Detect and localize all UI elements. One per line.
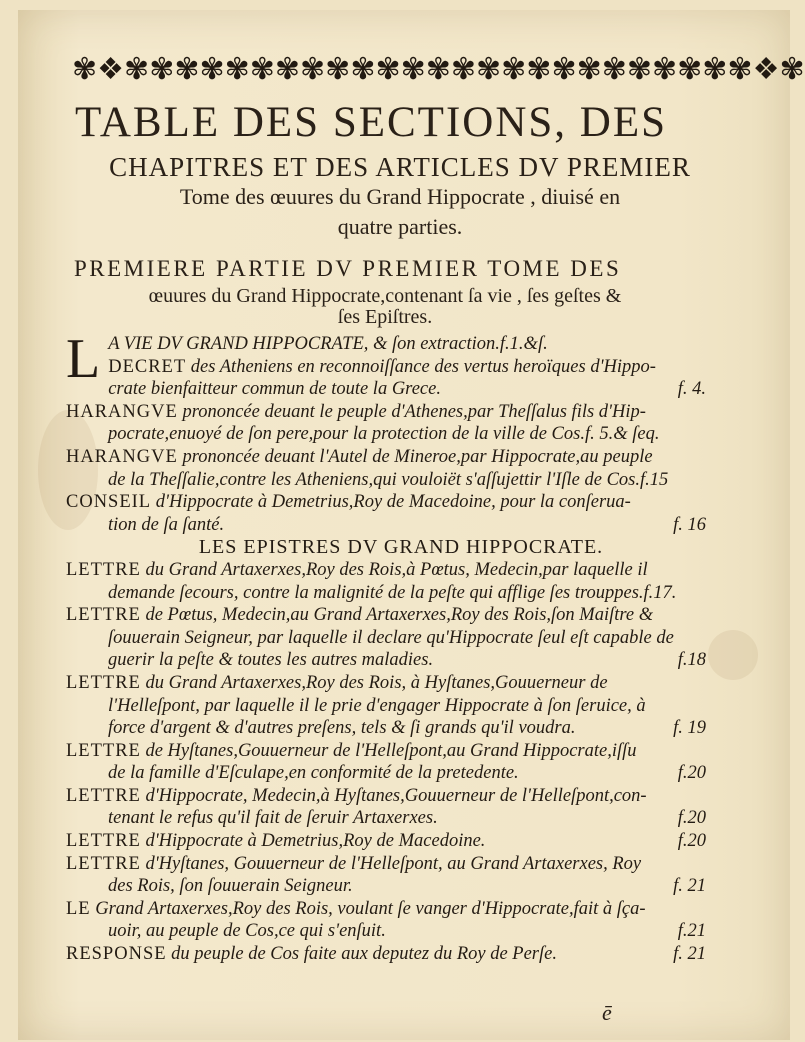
subtitle-line-2: Tome des œuures du Grand Hippocrate , diuisé en [179, 184, 621, 209]
entry-text: du Grand Artaxerxes,Roy des Rois,à Pœtus, Medecin,par laquelle il [140, 559, 648, 580]
toc-entry [66, 785, 716, 830]
fleuron-ornament-band [72, 52, 805, 88]
toc-entry-line [66, 582, 716, 605]
page-title: TABLE DES SECTIONS, DES [75, 99, 668, 146]
fleuron-icon: ✾ [677, 52, 703, 87]
toc-entry [66, 401, 716, 446]
entry-text: tenant le refus qu'il fait de ſeruir Artaxerxes. [108, 808, 438, 829]
toc-entry-line [66, 762, 716, 785]
toc-entry-line [66, 898, 716, 921]
entry-text: des Atheniens en reconnoiſſance des vertus heroïques d'Hippo- [186, 356, 656, 377]
fleuron-icon: ✾ [274, 52, 301, 87]
toc-entry-line [66, 604, 716, 627]
fleuron-icon: ✾ [174, 52, 200, 87]
entry-text: du Grand Artaxerxes,Roy des Rois, à Hyſtanes,Gouuerneur de [140, 672, 608, 693]
drop-cap: L [66, 328, 101, 390]
toc-entry-line [66, 853, 716, 876]
entry-text: crate bienfaitteur commun de toute la Grece. [108, 379, 441, 400]
toc-entry [66, 672, 716, 740]
part-heading-line-3: ſes Epiſtres. [337, 306, 433, 328]
entry-lead-word: LETTRE [66, 672, 141, 693]
toc-entry-line [66, 356, 716, 379]
entry-lead-word: DECRET [108, 356, 187, 377]
toc-entry [66, 356, 716, 401]
entry-text: guerir la peſte & toutes les autres maladies. [108, 650, 434, 671]
fleuron-icon: ✾ [501, 52, 527, 87]
fleuron-icon: ✾ [400, 52, 426, 87]
entry-lead-word: LETTRE [66, 785, 141, 806]
fleuron-icon: ✾ [300, 52, 326, 87]
folio-number: f. 21 [673, 944, 706, 965]
entry-lead-word: HARANGVE [66, 446, 178, 467]
fleuron-icon: ✾ [375, 52, 401, 87]
entry-text: de Pœtus, Medecin,au Grand Artaxerxes,Roy des Rois,ſon Maiſtre & [140, 605, 654, 626]
toc-entry-line [66, 740, 716, 763]
toc-entry-line [66, 672, 716, 695]
toc-entry-line [66, 695, 716, 718]
toc-entry-line [66, 423, 716, 446]
toc-entry-line [66, 446, 716, 469]
toc-entry-line [66, 491, 716, 514]
fleuron-icon: ✾ [576, 52, 602, 87]
folio-number: f. 19 [673, 718, 706, 739]
entry-text: des Rois, ſon ſouuerain Seigneur. [108, 876, 353, 897]
toc-entry-line [66, 717, 716, 740]
subtitle-line-3: quatre parties. [337, 214, 463, 239]
entry-lead-word: LETTRE [66, 740, 141, 761]
entry-lead-word: RESPONSE [66, 944, 167, 965]
entry-lead-word: HARANGVE [66, 401, 178, 422]
entry-lead-word: LETTRE [66, 605, 141, 626]
epistres-heading: LES EPISTRES DV GRAND HIPPOCRATE. [198, 536, 604, 559]
folio-number: f. 4. [677, 379, 706, 400]
folio-number: f. 21 [673, 876, 706, 897]
fleuron-icon: ❖ [97, 52, 125, 87]
table-of-contents [66, 328, 716, 966]
entry-text: ſouuerain Seigneur, par laquelle il declare qu'Hippocrate ſeul eſt capable de [108, 627, 674, 648]
toc-entry [66, 898, 716, 943]
entry-text: demande ſecours, contre la malignité de la peſte qui afflige ſes trouppes.f.17. [108, 582, 677, 603]
folio-number: f. 16 [673, 514, 706, 535]
toc-entry [66, 830, 716, 853]
fleuron-icon: ✾ [450, 52, 477, 87]
entry-text: prononcée deuant le peuple d'Athenes,par Theſſalus fils d'Hip- [177, 401, 646, 422]
fleuron-icon: ✾ [224, 52, 250, 87]
entry-text: Grand Artaxerxes,Roy des Rois, voulant ſe vanger d'Hippocrate,fait à ſça- [90, 898, 646, 919]
subtitle-line-1: CHAPITRES ET DES ARTICLES DV PREMIER [109, 152, 691, 182]
fleuron-icon: ✾ [199, 52, 225, 87]
folio-number: f.21 [677, 921, 706, 942]
fleuron-icon: ✾ [325, 52, 351, 87]
toc-entry [66, 559, 716, 604]
toc-entry-line [66, 943, 716, 966]
toc-entry-line [66, 875, 716, 898]
toc-entry [66, 446, 716, 491]
entry-text: tion de ſa ſanté. [108, 514, 225, 535]
folio-number: f.20 [677, 763, 706, 784]
entry-text: d'Hippocrate, Medecin,à Hyſtanes,Gouuerneur de l'Helleſpont,con- [140, 785, 647, 806]
toc-entry-line [66, 649, 716, 672]
entry-text: uoir, au peuple de Cos,ce qui s'enſuit. [108, 921, 386, 942]
entry-lead-word: CONSEIL [66, 492, 152, 513]
part-heading-line-1: PREMIERE PARTIE DV PREMIER TOME DES [74, 256, 622, 281]
entry-text: du peuple de Cos faite aux deputez du Roy de Perſe. [166, 944, 557, 965]
signature-mark: ē [602, 1000, 612, 1025]
fleuron-icon: ✾ [626, 52, 652, 87]
toc-entry-line [66, 469, 716, 492]
toc-entry-line [66, 807, 716, 830]
fleuron-icon: ✾ [727, 52, 753, 87]
toc-entry [66, 491, 716, 536]
fleuron-icon: ✾ [476, 52, 502, 87]
fleuron-icon: ✾ [526, 52, 552, 87]
folio-number: f.20 [677, 808, 706, 829]
toc-entry-line [66, 378, 716, 401]
fleuron-icon: ✾ [124, 52, 150, 87]
toc-entry-line [66, 830, 716, 853]
entry-lead-word: LETTRE [66, 559, 141, 580]
fleuron-icon: ✾ [551, 52, 577, 87]
toc-entry-line [66, 627, 716, 650]
entry-lead-word: LE [66, 898, 91, 919]
entry-text: de Hyſtanes,Gouuerneur de l'Helleſpont,au Grand Hippocrate,iſſu [140, 740, 637, 761]
fleuron-icon: ✾ [779, 52, 805, 87]
fleuron-icon: ✾ [652, 52, 678, 87]
toc-entry-line [66, 559, 716, 582]
toc-entry-line [66, 920, 716, 943]
entry-text: force d'argent & d'autres preſens, tels & ſi grands qu'il voudra. [108, 718, 576, 739]
folio-number: f.18 [677, 650, 706, 671]
entry-lead-word: LETTRE [66, 831, 141, 852]
fleuron-icon: ❖ [752, 52, 780, 87]
fleuron-icon: ✾ [149, 52, 175, 87]
entry-text: d'Hippocrate à Demetrius,Roy de Macedoine. [140, 831, 486, 852]
entry-text: de la Theſſalie,contre les Atheniens,qui vouloiët s'aſſujettir l'Iſle de Cos.f.15 [108, 469, 669, 490]
entry-text: A VIE DV GRAND HIPPOCRATE, & ſon extraction.f.1.&ſ. [108, 334, 548, 354]
entry-text: pocrate,enuoyé de ſon pere,pour la protection de la ville de Cos.f. 5.& ſeq. [108, 424, 660, 445]
entry-text: l'Helleſpont, par laquelle il le prie d'engager Hippocrate à ſon ſeruice, à [108, 695, 646, 716]
folio-number: f.20 [677, 831, 706, 852]
toc-entry-line [66, 333, 716, 356]
toc-entry [66, 604, 716, 672]
fleuron-icon: ✾ [702, 52, 728, 87]
fleuron-icon: ✾ [249, 52, 275, 87]
toc-entry [66, 853, 716, 898]
fleuron-icon: ✾ [601, 52, 627, 87]
entry-text: prononcée deuant l'Autel de Mineroe,par Hippocrate,au peuple [177, 446, 653, 467]
toc-entry-line [66, 514, 716, 537]
fleuron-icon: ✾ [425, 52, 451, 87]
toc-entry-line [66, 785, 716, 808]
fleuron-icon: ✾ [72, 52, 98, 87]
toc-entry [66, 943, 716, 966]
fleuron-icon: ✾ [350, 52, 376, 87]
entry-lead-word: LETTRE [66, 853, 141, 874]
entry-text: d'Hippocrate à Demetrius,Roy de Macedoine, pour la conſerua- [151, 492, 631, 513]
toc-entry [66, 740, 716, 785]
toc-entry-line [66, 401, 716, 424]
entry-text: d'Hyſtanes, Gouuerneur de l'Helleſpont, au Grand Artaxerxes, Roy [140, 853, 642, 874]
part-heading-line-2: œuures du Grand Hippocrate,contenant ſa vie , ſes geſtes & [148, 285, 622, 307]
entry-text: de la famille d'Eſculape,en conformité de la pretedente. [108, 763, 519, 784]
